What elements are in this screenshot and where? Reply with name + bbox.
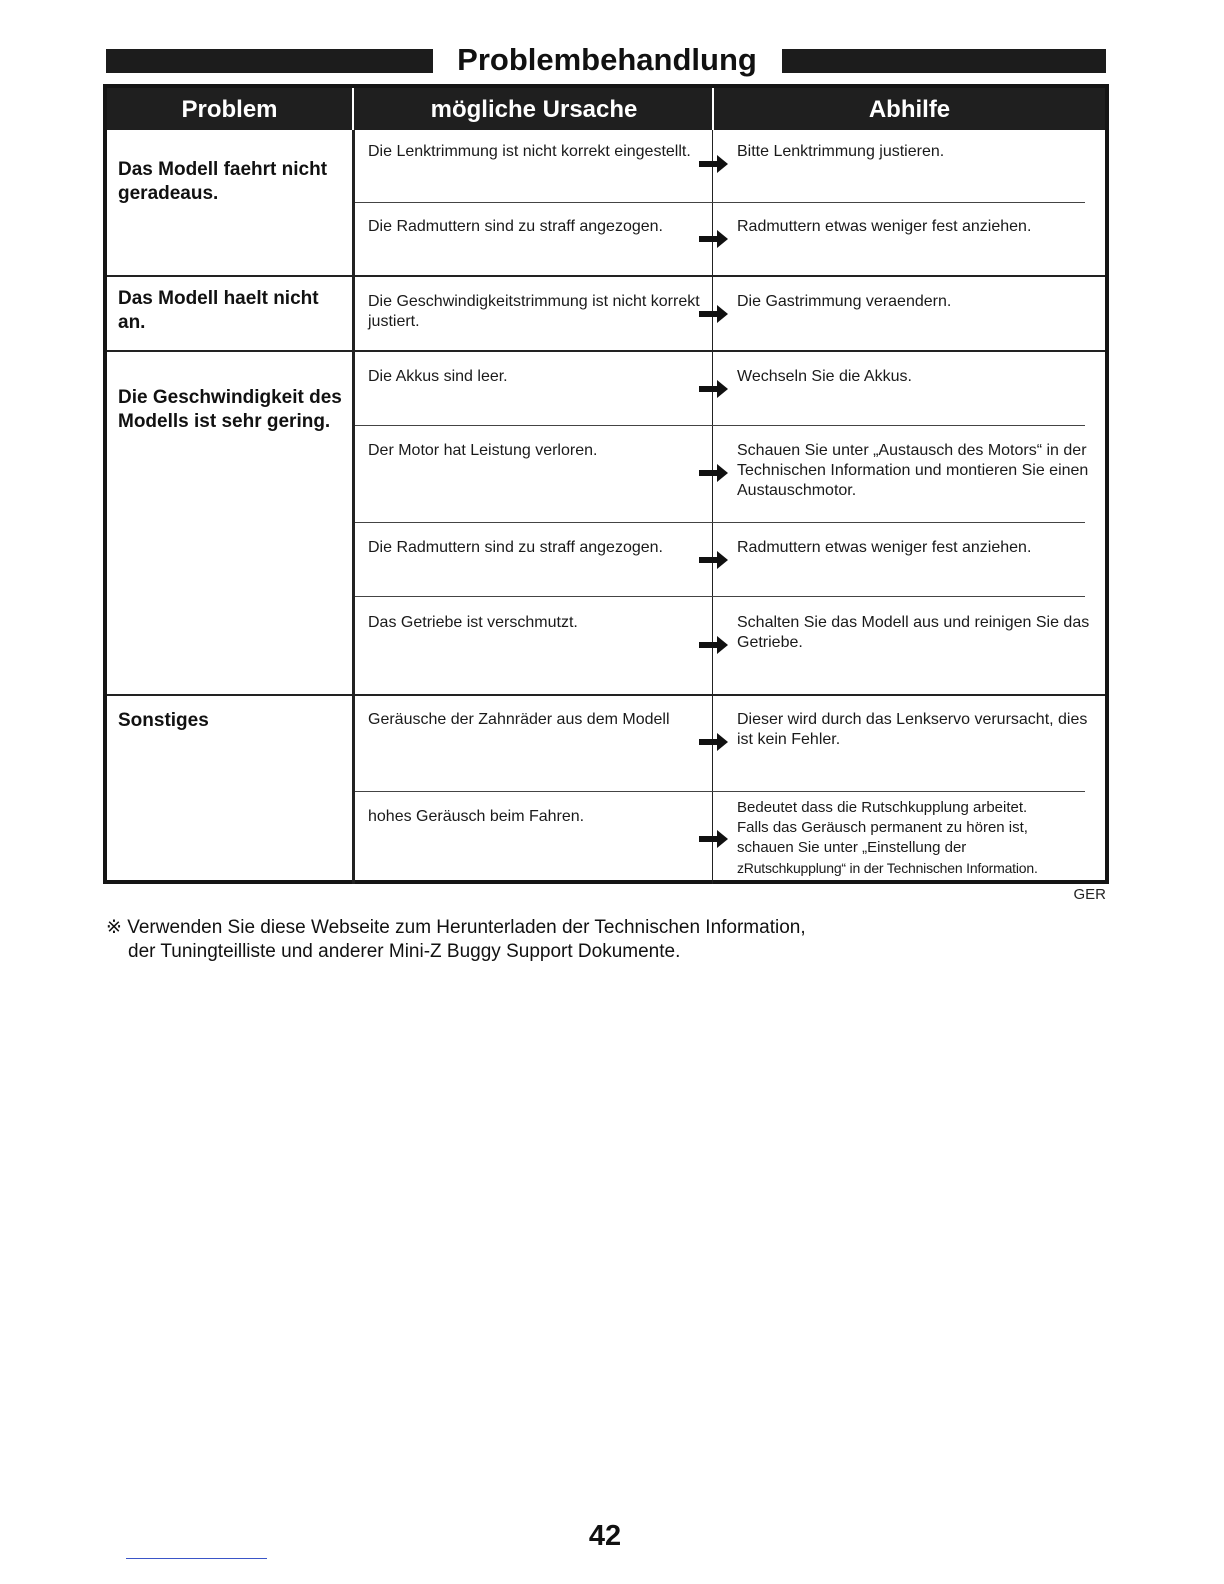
group-separator (107, 694, 1105, 696)
title-bar-right (782, 49, 1106, 73)
right-arrow-icon (699, 463, 729, 483)
right-arrow-icon (699, 304, 729, 324)
cause-text: Die Akkus sind leer. (368, 368, 508, 385)
cause-text: Die Lenktrimmung ist nicht korrekt eingestellt. (368, 143, 691, 160)
right-arrow-icon (699, 732, 729, 752)
cause-text: Die Geschwindigkeitstrimmung ist nicht korrekt justiert. (368, 293, 700, 330)
right-arrow-icon (699, 635, 729, 655)
cause-text: hohes Geräusch beim Fahren. (368, 808, 585, 825)
row-separator (355, 202, 1085, 203)
troubleshooting-table (103, 84, 1109, 884)
page-number: 42 (588, 1520, 622, 1552)
cause-text: Der Motor hat Leistung verloren. (368, 442, 598, 459)
cause-text: Geräusche der Zahnräder aus dem Modell (368, 711, 670, 728)
reference-mark-icon: ※ (106, 917, 122, 938)
problem-label: Die Geschwindigkeit des Modells ist sehr gering. (118, 387, 342, 432)
right-arrow-icon (699, 379, 729, 399)
remedy-text: Wechseln Sie die Akkus. (737, 368, 912, 385)
remedy-line: schauen Sie unter „Einstellung der (737, 839, 967, 856)
header-cause: mögliche Ursache (430, 96, 638, 123)
table-header (107, 88, 1105, 130)
column-divider-problem (352, 130, 355, 884)
title-bar-left (106, 49, 433, 73)
group-separator (107, 275, 1105, 277)
remedy-text (737, 798, 1107, 878)
cause-text: Die Radmuttern sind zu straff angezogen. (368, 539, 663, 556)
row-separator (355, 522, 1085, 523)
note-line: der Tuningteilliste und anderer Mini-Z Buggy Support Dokumente. (128, 941, 681, 962)
cause-text: Die Radmuttern sind zu straff angezogen. (368, 218, 663, 235)
download-note (106, 916, 1006, 964)
header-divider (352, 88, 354, 130)
page-title: Problembehandlung (457, 42, 757, 77)
right-arrow-icon (699, 550, 729, 570)
remedy-text: Schauen Sie unter „Austausch des Motors“ in der Technischen Information und montieren Sie einen Austauschmotor. (737, 442, 1089, 499)
right-arrow-icon (699, 829, 729, 849)
remedy-text: Dieser wird durch das Lenkservo verursacht, dies ist kein Fehler. (737, 711, 1088, 748)
remedy-line: Falls das Geräusch permanent zu hören ist, (737, 819, 1028, 836)
problem-label: Sonstiges (118, 710, 209, 731)
right-arrow-icon (699, 154, 729, 174)
remedy-text: Radmuttern etwas weniger fest anziehen. (737, 539, 1032, 556)
remedy-line: zRutschkupplung“ in der Technischen Information. (737, 860, 1038, 876)
row-separator (355, 596, 1085, 597)
link-underline (126, 1558, 267, 1559)
remedy-text: Bitte Lenktrimmung justieren. (737, 143, 945, 160)
problem-label: Das Modell faehrt nicht geradeaus. (118, 159, 328, 204)
header-problem: Problem (181, 96, 278, 123)
note-line: Verwenden Sie diese Webseite zum Herunterladen der Technischen Information, (127, 917, 806, 938)
header-remedy: Abhilfe (868, 96, 951, 123)
remedy-text: Die Gastrimmung veraendern. (737, 293, 952, 310)
cause-text: Das Getriebe ist verschmutzt. (368, 614, 578, 631)
remedy-line: Bedeutet dass die Rutschkupplung arbeitet. (737, 799, 1028, 816)
remedy-text: Radmuttern etwas weniger fest anziehen. (737, 218, 1032, 235)
right-arrow-icon (699, 229, 729, 249)
row-separator (355, 425, 1085, 426)
row-separator (355, 791, 1085, 792)
language-code: GER (1073, 886, 1106, 903)
remedy-text: Schalten Sie das Modell aus und reinigen Sie das Getriebe. (737, 614, 1090, 651)
problem-label: Das Modell haelt nicht an. (118, 288, 319, 333)
group-separator (107, 350, 1105, 352)
